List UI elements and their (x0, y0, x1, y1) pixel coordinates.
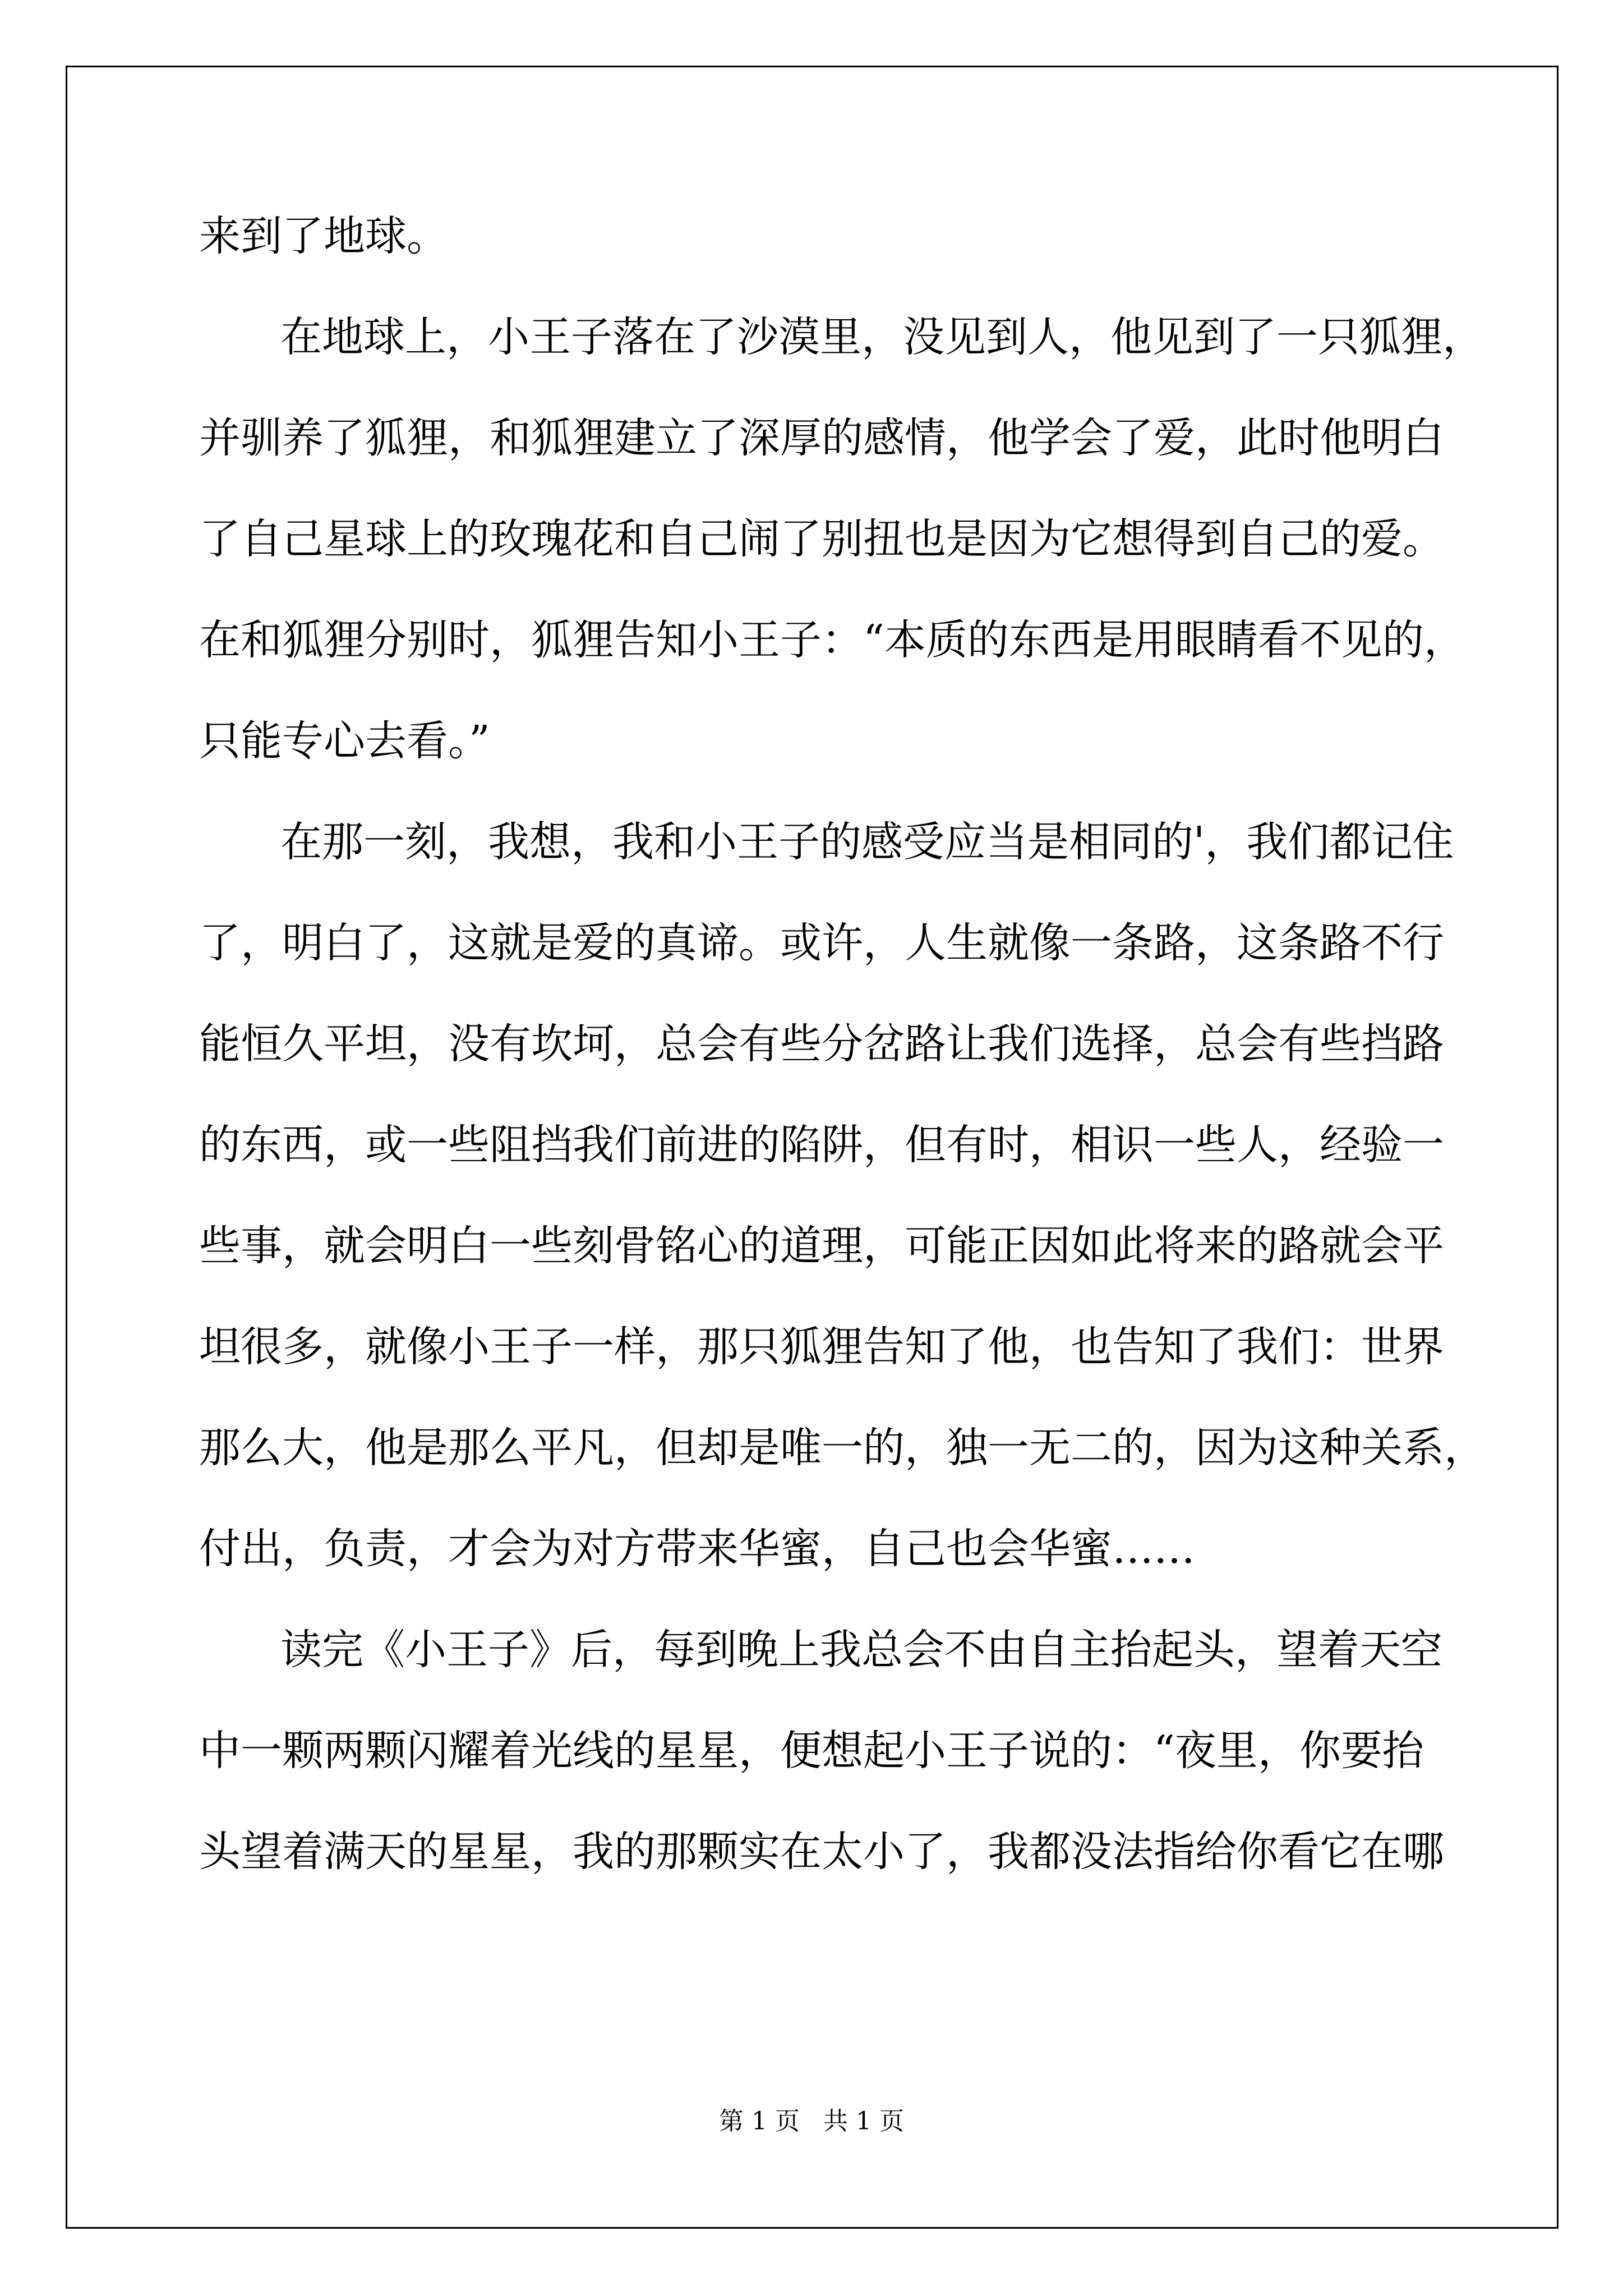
text-line: 并驯养了狐狸，和狐狸建立了深厚的感情，他学会了爱，此时他明白 (199, 414, 1444, 462)
text-line: 中一颗两颗闪耀着光线的星星，便想起小王子说的：“夜里，你要抬 (199, 1727, 1424, 1775)
text-line: 能恒久平坦，没有坎坷，总会有些分岔路让我们选择，总会有些挡路 (199, 1020, 1444, 1068)
text-line: 了，明白了，这就是爱的真谛。或许，人生就像一条路，这条路不行 (199, 919, 1444, 967)
text-line: 来到了地球。 (199, 212, 448, 260)
text-line: 了自己星球上的玫瑰花和自己闹了别扭也是因为它想得到自己的爱。 (199, 515, 1444, 563)
text-line: 的东西，或一些阻挡我们前进的陷阱，但有时，相识一些人，经验一 (199, 1121, 1444, 1169)
paragraph-start-line: 在地球上，小王子落在了沙漠里，没见到人，他见到了一只狐狸， (280, 313, 1484, 361)
text-line: 在和狐狸分别时，狐狸告知小王子：“本质的东西是用眼睛看不见的， (199, 616, 1465, 664)
paragraph-start-line: 在那一刻，我想，我和小王子的感受应当是相同的'，我们都记住 (280, 818, 1454, 866)
text-line: 头望着满天的星星，我的那颗实在太小了，我都没法指给你看它在哪 (199, 1828, 1444, 1876)
text-line: 只能专心去看。” (199, 717, 490, 765)
text-line: 坦很多，就像小王子一样，那只狐狸告知了他，也告知了我们：世界 (199, 1323, 1444, 1371)
text-line: 些事，就会明白一些刻骨铭心的道理，可能正因如此将来的路就会平 (199, 1222, 1444, 1270)
text-line: 付出，负责，才会为对方带来华蜜，自己也会华蜜…… (199, 1525, 1195, 1573)
text-line: 那么大，他是那么平凡，但却是唯一的，独一无二的，因为这种关系， (199, 1424, 1486, 1472)
paragraph-start-line: 读完《小王子》后，每到晚上我总会不由自主抬起头，望着天空 (280, 1626, 1442, 1674)
page-number-footer: 第 1 页 共 1 页 (719, 2107, 904, 2136)
